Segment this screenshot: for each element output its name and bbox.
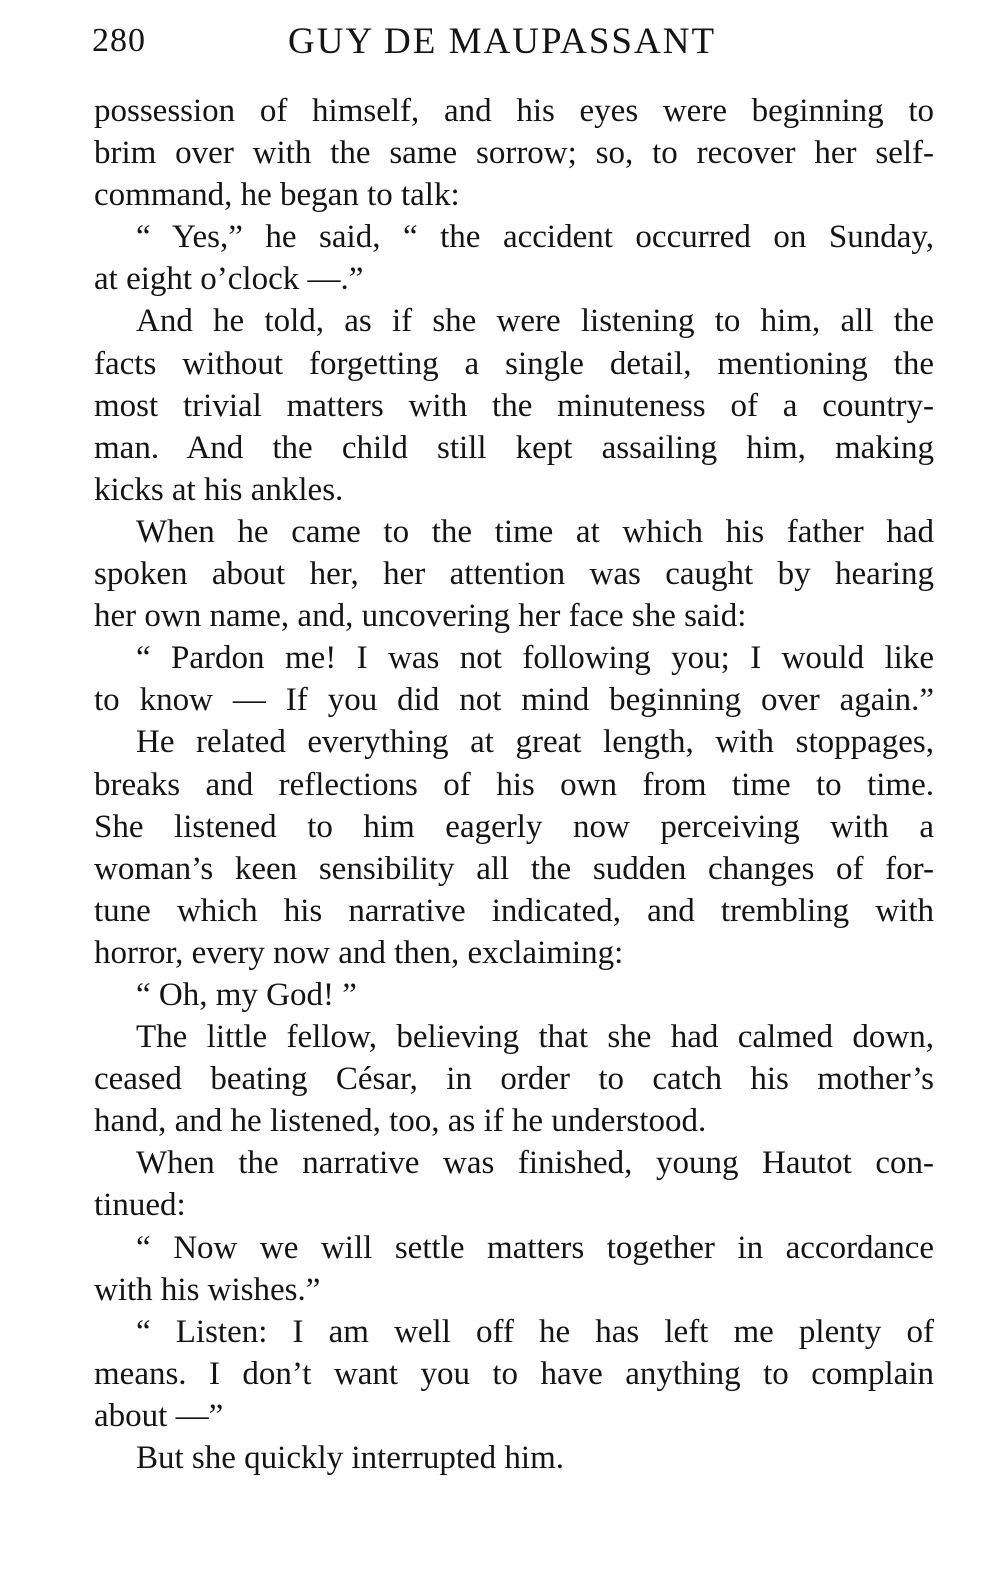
text-line: horror, every now and then, exclaiming: — [94, 934, 624, 971]
text-line: with his wishes.” — [94, 1271, 321, 1308]
text-line: her own name, and, uncovering her face she said: — [94, 598, 747, 635]
text-line: kicks at his ankles. — [94, 471, 344, 508]
text-line: The little fellow, believing that she had calmed down, — [136, 1019, 934, 1056]
text-line: woman’s keen sensibility all the sudden changes of for- — [94, 850, 934, 887]
text-line: facts without forgetting a single detail, mentioning the — [94, 345, 934, 382]
text-line: tinued: — [94, 1187, 186, 1224]
text-line: When he came to the time at which his father had — [136, 513, 934, 550]
text-line: tune which his narrative indicated, and trembling with — [94, 892, 934, 929]
text-line: But she quickly interrupted him. — [136, 1440, 565, 1476]
text-line: spoken about her, her attention was caught by hearing — [94, 556, 934, 593]
text-line: most trivial matters with the minuteness of a country- — [94, 387, 934, 424]
running-title: GUY DE MAUPASSANT — [288, 21, 717, 62]
text-line: possession of himself, and his eyes were beginning to — [94, 93, 934, 129]
text-line: about —” — [94, 1397, 224, 1434]
text-line: “ Listen: I am well off he has left me plenty of — [136, 1313, 934, 1350]
page-number: 280 — [92, 22, 146, 59]
text-line: brim over with the same sorrow; so, to recover her self- — [94, 135, 934, 172]
text-line: means. I don’t want you to have anything to complain — [94, 1355, 934, 1392]
text-line: “ Yes,” he said, “ the accident occurred on Sunday, — [136, 219, 934, 256]
text-line: When the narrative was finished, young Hautot con- — [136, 1145, 934, 1182]
text-line: breaks and reflections of his own from time to time. — [94, 766, 934, 803]
body-text — [94, 90, 934, 1479]
text-line: hand, and he listened, too, as if he understood. — [94, 1103, 707, 1140]
text-line: ceased beating César, in order to catch his mother’s — [94, 1061, 934, 1098]
text-line: He related everything at great length, with stoppages, — [136, 724, 934, 761]
text-line: “ Now we will settle matters together in accordance — [136, 1229, 934, 1266]
text-line: “ Oh, my God! ” — [136, 976, 357, 1013]
text-line: And he told, as if she were listening to him, all the — [136, 303, 934, 340]
text-line: command, he began to talk: — [94, 177, 460, 214]
text-line: to know — If you did not mind beginning over again.” — [94, 682, 934, 719]
text-line: at eight o’clock —.” — [94, 261, 364, 298]
running-head — [92, 14, 942, 70]
text-line: “ Pardon me! I was not following you; I would like — [136, 640, 934, 677]
text-line: man. And the child still kept assailing him, making — [94, 429, 934, 466]
text-line: She listened to him eagerly now perceiving with a — [94, 808, 934, 845]
